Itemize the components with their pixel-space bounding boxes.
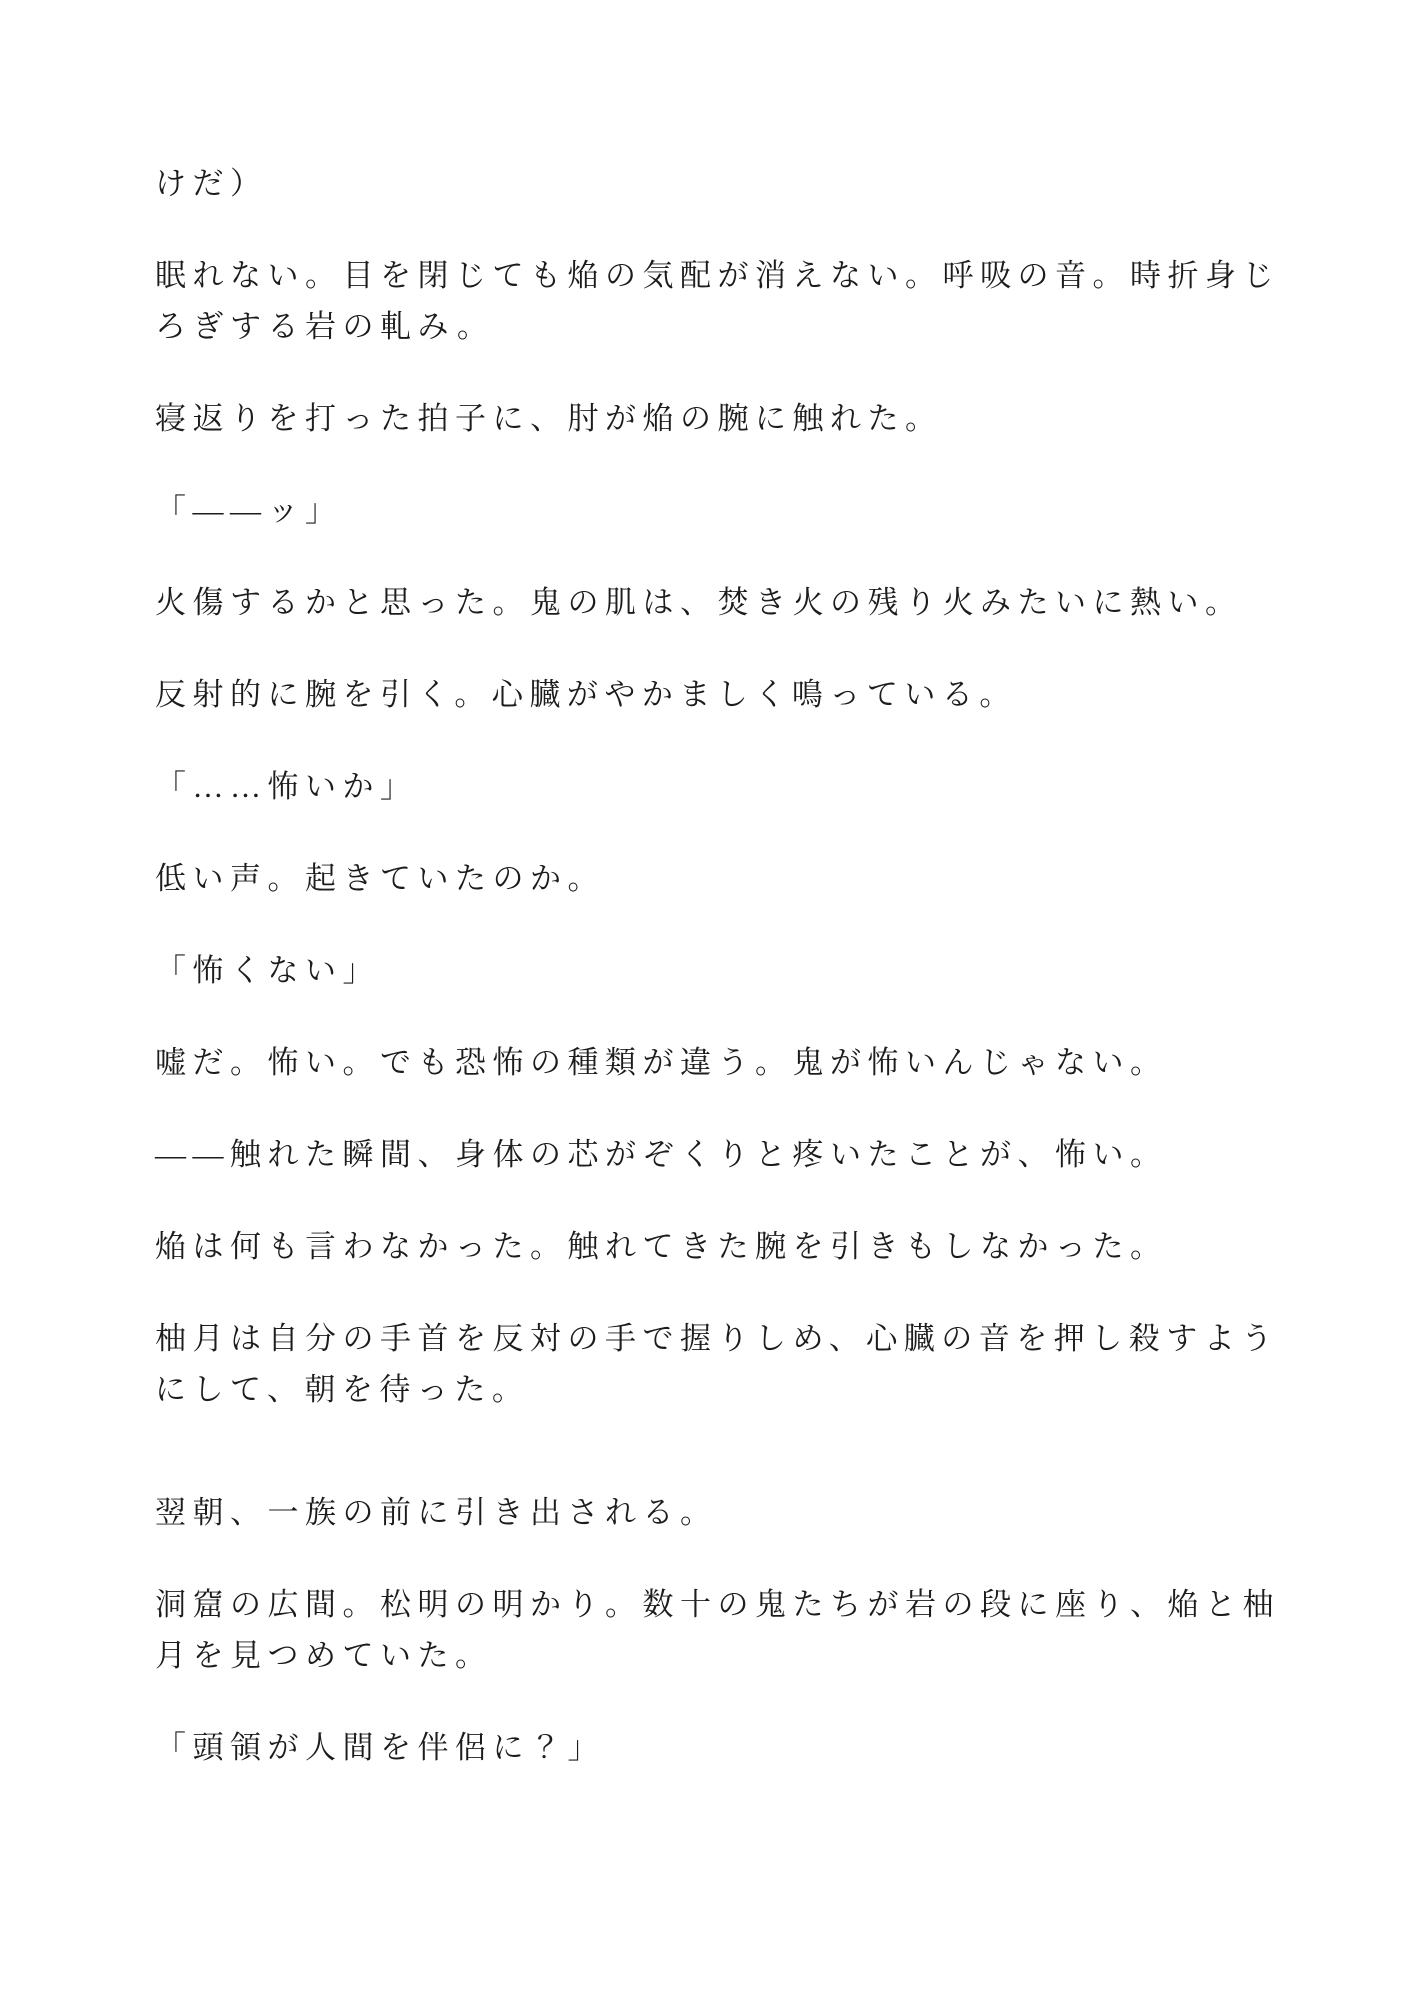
text-column <box>155 158 1283 1773</box>
novel-dialogue-line: 「——ッ」 <box>155 493 343 528</box>
novel-paragraph: ——触れた瞬間、身体の芯がぞくりと疼いたことが、怖い。 <box>155 1137 1168 1172</box>
novel-paragraph: 嘘だ。怖い。でも恐怖の種類が違う。鬼が怖いんじゃない。 <box>155 1045 1168 1080</box>
novel-dialogue-line: 「……怖いか」 <box>155 769 418 804</box>
novel-paragraph: 翌朝、一族の前に引き出される。 <box>155 1495 718 1530</box>
novel-paragraph: 反射的に腕を引く。心臓がやかましく鳴っている。 <box>155 677 1017 712</box>
novel-dialogue-line: 「頭領が人間を伴侶に？」 <box>155 1730 605 1765</box>
novel-paragraph: 焔は何も言わなかった。触れてきた腕を引きもしなかった。 <box>155 1229 1168 1264</box>
novel-paragraph: 洞窟の広間。松明の明かり。数十の鬼たちが岩の段に座り、焔と柚月を見つめていた。 <box>155 1587 1280 1673</box>
scene-break-spacer <box>155 1456 1283 1487</box>
novel-dialogue-line: 「怖くない」 <box>155 953 380 988</box>
novel-paragraph-fragment: けだ） <box>155 166 268 201</box>
novel-paragraph: 火傷するかと思った。鬼の肌は、焚き火の残り火みたいに熱い。 <box>155 585 1243 620</box>
novel-paragraph: 低い声。起きていたのか。 <box>155 861 605 896</box>
novel-paragraph: 眠れない。目を閉じても焔の気配が消えない。呼吸の音。時折身じろぎする岩の軋み。 <box>155 258 1280 344</box>
novel-paragraph: 寝返りを打った拍子に、肘が焔の腕に触れた。 <box>155 401 943 436</box>
novel-paragraph: 柚月は自分の手首を反対の手で握りしめ、心臓の音を押し殺すようにして、朝を待った。 <box>155 1321 1279 1407</box>
